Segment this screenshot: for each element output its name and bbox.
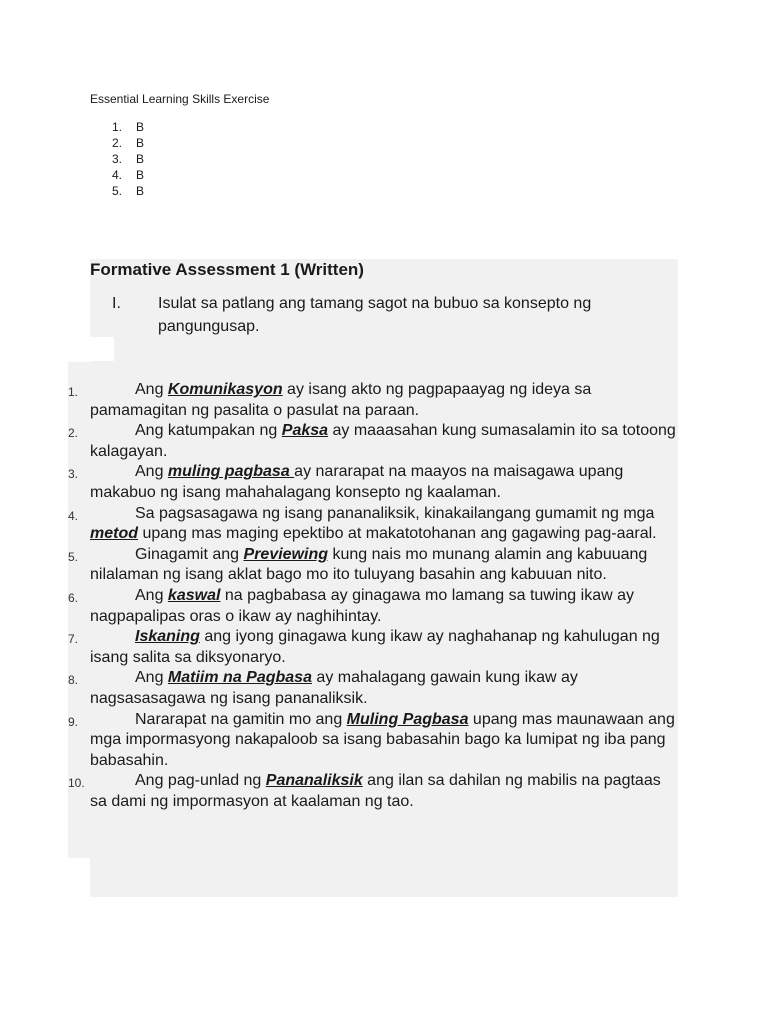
answer-item bbox=[112, 119, 144, 135]
answer-item bbox=[112, 183, 144, 199]
question-item bbox=[68, 421, 680, 462]
answer-term: Komunikasyon bbox=[167, 381, 283, 398]
question-text-before: Ginagamit ang bbox=[135, 545, 244, 563]
answer-item bbox=[112, 167, 144, 183]
question-item bbox=[68, 545, 680, 586]
answer-term: Muling Pagbasa bbox=[346, 710, 469, 728]
question-item bbox=[68, 504, 680, 545]
answer-number: 4. bbox=[112, 168, 123, 182]
answer-term: Matiim na Pagbasa bbox=[167, 669, 312, 687]
section-title: Formative Assessment 1 (Written) bbox=[90, 260, 364, 279]
question-text-before: Ang bbox=[135, 586, 168, 604]
question-text-before: Sa pagsasagawa ng isang pananaliksik, kinakailangang gumamit ng mga bbox=[135, 504, 655, 522]
question-number: 8. bbox=[68, 673, 79, 688]
question-text-before: Ang bbox=[135, 381, 168, 398]
instruction-text: Isulat sa patlang ang tamang sagot na bubuo sa konsepto ng pangungusap. bbox=[158, 295, 592, 335]
question-list bbox=[68, 380, 680, 812]
question-text-before: Nararapat na gamitin mo ang bbox=[135, 710, 347, 728]
question-number: 10. bbox=[68, 776, 85, 791]
question-number: 9. bbox=[68, 714, 79, 729]
question-number: 6. bbox=[68, 590, 79, 605]
answer-value: B bbox=[136, 152, 145, 166]
question-text-after: ay isang akto ng pagpapaayag ng ideya sa pamamagitan ng pasalita o pasulat na paraan. bbox=[90, 381, 592, 419]
answer-item bbox=[112, 151, 144, 167]
answer-value: B bbox=[136, 184, 145, 198]
question-text-after: ay mahalagang gawain kung ikaw ay nagsasasagawa ng isang pananaliksik. bbox=[90, 669, 578, 707]
question-number: 1. bbox=[68, 385, 79, 399]
question-number: 5. bbox=[68, 549, 79, 564]
question-item bbox=[68, 710, 680, 772]
answer-value: B bbox=[136, 168, 145, 182]
question-number: 7. bbox=[68, 632, 79, 647]
answer-term: metod bbox=[90, 525, 138, 543]
answer-term: Previewing bbox=[243, 545, 328, 563]
question-item bbox=[68, 668, 680, 709]
answer-value: B bbox=[136, 120, 145, 134]
question-item bbox=[68, 380, 680, 421]
answer-item bbox=[112, 135, 144, 151]
question-item bbox=[68, 771, 680, 812]
answer-term: kaswal bbox=[167, 586, 221, 604]
question-text-before: Ang katumpakan ng bbox=[135, 422, 282, 440]
answer-term: Pananaliksik bbox=[265, 772, 363, 790]
answer-term: muling pagbasa bbox=[167, 463, 295, 481]
question-text-before: Ang bbox=[135, 463, 168, 481]
page-header: Essential Learning Skills Exercise bbox=[90, 92, 270, 106]
question-text-after: ay nararapat na maayos na maisagawa upang makabuo ng isang mahahalagang konsepto ng kaalaman. bbox=[90, 463, 624, 501]
question-number: 3. bbox=[68, 467, 79, 482]
answer-term: Iskaning bbox=[135, 628, 200, 646]
instruction-numeral: I. bbox=[112, 295, 121, 312]
question-text-after: kung nais mo munang alamin ang kabuuang nilalaman ng isang aklat bago mo ito tuluyang basahin ang kabuuan nito. bbox=[90, 545, 648, 584]
unshaded-gap bbox=[90, 337, 114, 361]
question-text-before: Ang pag-unlad ng bbox=[135, 772, 266, 790]
question-item bbox=[68, 462, 680, 503]
answer-term: Paksa bbox=[281, 422, 329, 440]
question-text-after: ay maaasahan kung sumasalamin ito sa totoong kalagayan. bbox=[90, 422, 676, 460]
question-text-after: upang mas maunawaan ang mga impormasyong nakapaloob sa isang babasahin bago ka lumipat ng iba pang babasahin. bbox=[90, 710, 675, 769]
question-text-before: Ang bbox=[135, 669, 168, 687]
answer-number: 2. bbox=[112, 136, 123, 150]
question-number: 4. bbox=[68, 508, 79, 523]
instruction bbox=[112, 292, 632, 338]
question-text-after: ang iyong ginagawa kung ikaw ay naghahanap ng kahulugan ng isang salita sa diksyonaryo. bbox=[90, 628, 660, 666]
question-item bbox=[68, 627, 680, 668]
question-text-after: ang ilan sa dahilan ng mabilis na pagtaas sa dami ng impormasyon at kaalaman ng tao. bbox=[90, 772, 661, 810]
question-text-after: na pagbabasa ay ginagawa mo lamang sa tuwing ikaw ay nagpapalipas oras o ikaw ay naghihintay. bbox=[90, 586, 634, 625]
question-number: 2. bbox=[68, 426, 79, 441]
question-text-after: upang mas maging epektibo at makatotohanan ang gagawing pag-aaral. bbox=[138, 525, 657, 543]
answer-number: 5. bbox=[112, 184, 123, 198]
answer-value: B bbox=[136, 136, 145, 150]
answer-number: 1. bbox=[112, 120, 123, 134]
answer-list bbox=[112, 119, 144, 199]
question-item bbox=[68, 586, 680, 627]
answer-number: 3. bbox=[112, 152, 123, 166]
